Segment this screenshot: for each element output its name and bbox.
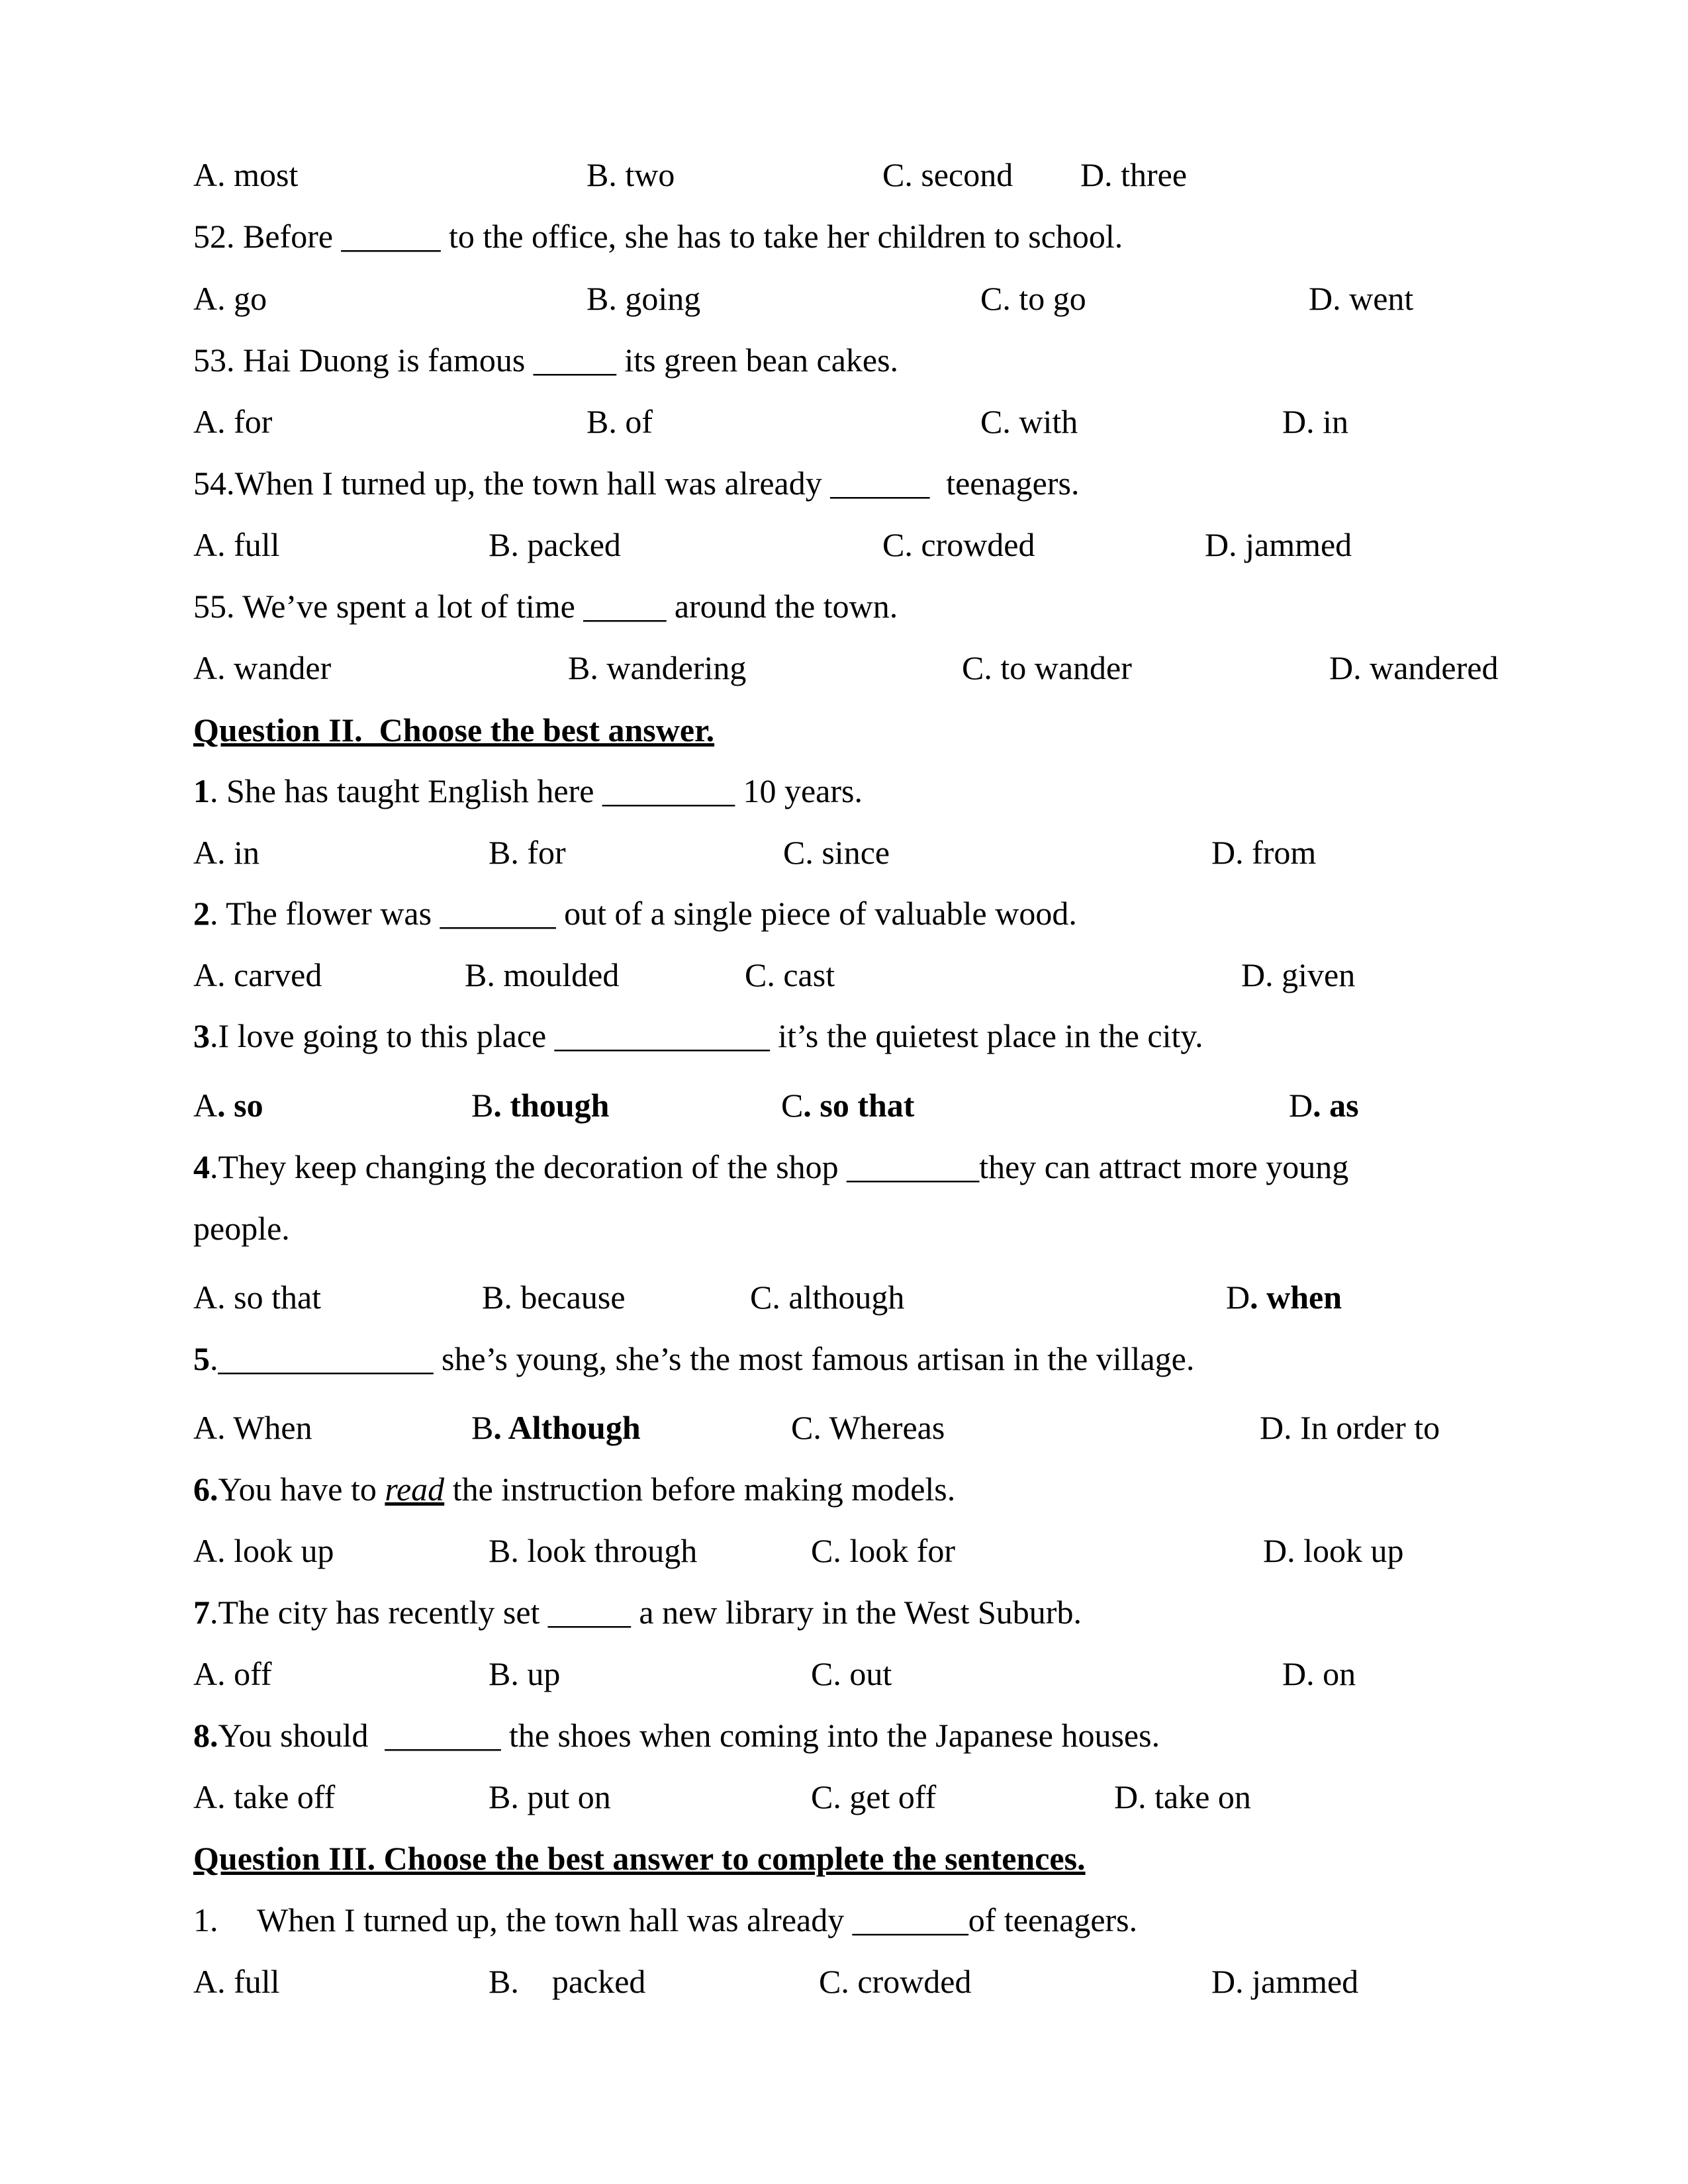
question-52-stem: 52. Before ______ to the office, she has to take her children to school. <box>193 218 1123 255</box>
q53-option-c: C. with <box>980 403 1078 440</box>
option-letter: D <box>1226 1279 1250 1316</box>
q55-option-d: D. wandered <box>1329 649 1499 686</box>
option-letter: A <box>193 1087 218 1124</box>
question-number: 4 <box>193 1148 210 1185</box>
question-number: 1. <box>193 1901 218 1938</box>
q51-option-b: B. two <box>586 156 675 193</box>
s2-question-2-stem <box>193 893 1077 933</box>
q53-option-a: A. for <box>193 403 273 440</box>
s2-q8-option-c: C. get off <box>811 1778 937 1815</box>
q52-option-c: C. to go <box>980 280 1086 317</box>
s2-question-1-stem <box>193 771 863 811</box>
s2-q2-option-c: C. cast <box>745 956 835 993</box>
s2-q6-option-c: C. look for <box>811 1532 956 1569</box>
section-3-heading: Question III. Choose the best answer to complete the sentences. <box>193 1840 1086 1877</box>
question-text: . The flower was _______ out of a single piece of valuable wood. <box>210 895 1077 932</box>
s2-q5-option-d: D. In order to <box>1260 1409 1440 1446</box>
s2-q7-option-b: B. up <box>489 1655 561 1692</box>
q55-option-a: A. wander <box>193 649 332 686</box>
question-number: 2 <box>193 895 210 932</box>
q52-option-a: A. go <box>193 280 267 317</box>
option-text: . so that <box>803 1087 915 1124</box>
s2-q4-option-c: C. although <box>750 1279 905 1316</box>
q51-option-c: C. second <box>882 156 1013 193</box>
s2-question-5-stem <box>193 1339 1194 1379</box>
s3-question-1-stem <box>193 1900 1137 1940</box>
s2-q4-option-b: B. because <box>482 1279 626 1316</box>
question-number: 6. <box>193 1471 218 1508</box>
q53-option-d: D. in <box>1282 403 1348 440</box>
s2-q7-option-d: D. on <box>1282 1655 1356 1692</box>
s2-q1-option-d: D. from <box>1211 834 1317 871</box>
question-text: You should _______ the shoes when coming into the Japanese houses. <box>218 1717 1160 1754</box>
option-text: . so <box>217 1087 263 1124</box>
question-text: . She has taught English here ________ 10 years. <box>210 772 863 809</box>
s2-q1-option-c: C. since <box>783 834 890 871</box>
s2-q3-option-c <box>781 1085 914 1125</box>
s2-question-8-stem <box>193 1715 1160 1755</box>
s2-q1-option-a: A. in <box>193 834 259 871</box>
s2-q6-option-b: B. look through <box>489 1532 698 1569</box>
question-number: 3 <box>193 1017 210 1054</box>
s2-q3-option-b <box>471 1085 609 1125</box>
q55-option-b: B. wandering <box>568 649 747 686</box>
s2-q4-option-a: A. so that <box>193 1279 322 1316</box>
s2-q8-option-d: D. take on <box>1114 1778 1251 1815</box>
question-text: .The city has recently set _____ a new library in the West Suburb. <box>210 1594 1082 1631</box>
s2-question-7-stem <box>193 1592 1082 1632</box>
q52-option-d: D. went <box>1309 280 1414 317</box>
q52-option-b: B. going <box>586 280 701 317</box>
q54-option-b: B. packed <box>489 526 621 563</box>
s2-q2-option-d: D. given <box>1241 956 1356 993</box>
s2-q8-option-b: B. put on <box>489 1778 611 1815</box>
option-letter: C <box>781 1087 804 1124</box>
option-letter: B <box>471 1087 494 1124</box>
q54-option-d: D. jammed <box>1205 526 1352 563</box>
s3-q1-option-d: D. jammed <box>1211 1963 1359 2000</box>
s2-q7-option-a: A. off <box>193 1655 272 1692</box>
question-number: 8. <box>193 1717 218 1754</box>
s2-q6-option-d: D. look up <box>1263 1532 1404 1569</box>
s2-q2-option-a: A. carved <box>193 956 322 993</box>
option-text: . when <box>1250 1279 1342 1316</box>
s2-q2-option-b: B. moulded <box>465 956 620 993</box>
s2-q7-option-c: C. out <box>811 1655 892 1692</box>
question-number: 7 <box>193 1594 210 1631</box>
s3-q1-option-c: C. crowded <box>819 1963 972 2000</box>
question-text: the instruction before making models. <box>444 1471 956 1508</box>
underlined-word: read <box>385 1471 445 1508</box>
question-text: ._____________ she’s young, she’s the most famous artisan in the village. <box>210 1340 1195 1377</box>
s3-q1-option-a: A. full <box>193 1963 280 2000</box>
option-text: . though <box>493 1087 610 1124</box>
option-text: . Although <box>493 1409 641 1446</box>
s2-q8-option-a: A. take off <box>193 1778 336 1815</box>
s2-q5-option-c: C. Whereas <box>791 1409 945 1446</box>
question-55-stem: 55. We’ve spent a lot of time _____ around the town. <box>193 588 898 625</box>
question-text: .I love going to this place _____________ it’s the quietest place in the city. <box>210 1017 1203 1054</box>
q55-option-c: C. to wander <box>962 649 1132 686</box>
s2-question-4-stem <box>193 1147 1348 1187</box>
question-54-stem: 54.When I turned up, the town hall was already ______ teenagers. <box>193 465 1080 502</box>
s3-q1-option-b: B. packed <box>489 1963 646 2000</box>
s2-q4-option-d <box>1226 1277 1342 1317</box>
section-2-heading: Question II. Choose the best answer. <box>193 711 715 749</box>
s2-q3-option-d <box>1289 1085 1359 1125</box>
question-text: When I turned up, the town hall was already _______of teenagers. <box>257 1901 1138 1938</box>
q53-option-b: B. of <box>586 403 653 440</box>
option-letter: B <box>471 1409 494 1446</box>
question-number: 5 <box>193 1340 210 1377</box>
question-number: 1 <box>193 772 210 809</box>
option-text: . as <box>1313 1087 1359 1124</box>
s2-question-4-continuation: people. <box>193 1210 290 1247</box>
s2-q6-option-a: A. look up <box>193 1532 334 1569</box>
s2-q1-option-b: B. for <box>489 834 566 871</box>
q51-option-d: D. three <box>1080 156 1188 193</box>
q51-option-a: A. most <box>193 156 299 193</box>
s2-q3-option-a <box>193 1085 263 1125</box>
question-text: You have to <box>218 1471 385 1508</box>
option-letter: D <box>1289 1087 1313 1124</box>
question-53-stem: 53. Hai Duong is famous _____ its green bean cakes. <box>193 341 899 379</box>
s2-question-3-stem <box>193 1016 1203 1056</box>
s2-question-6-stem <box>193 1469 955 1509</box>
q54-option-a: A. full <box>193 526 280 563</box>
q54-option-c: C. crowded <box>882 526 1035 563</box>
question-text: .They keep changing the decoration of the shop ________they can attract more young <box>210 1148 1349 1185</box>
s2-q5-option-a: A. When <box>193 1409 312 1446</box>
s2-q5-option-b <box>471 1408 641 1447</box>
